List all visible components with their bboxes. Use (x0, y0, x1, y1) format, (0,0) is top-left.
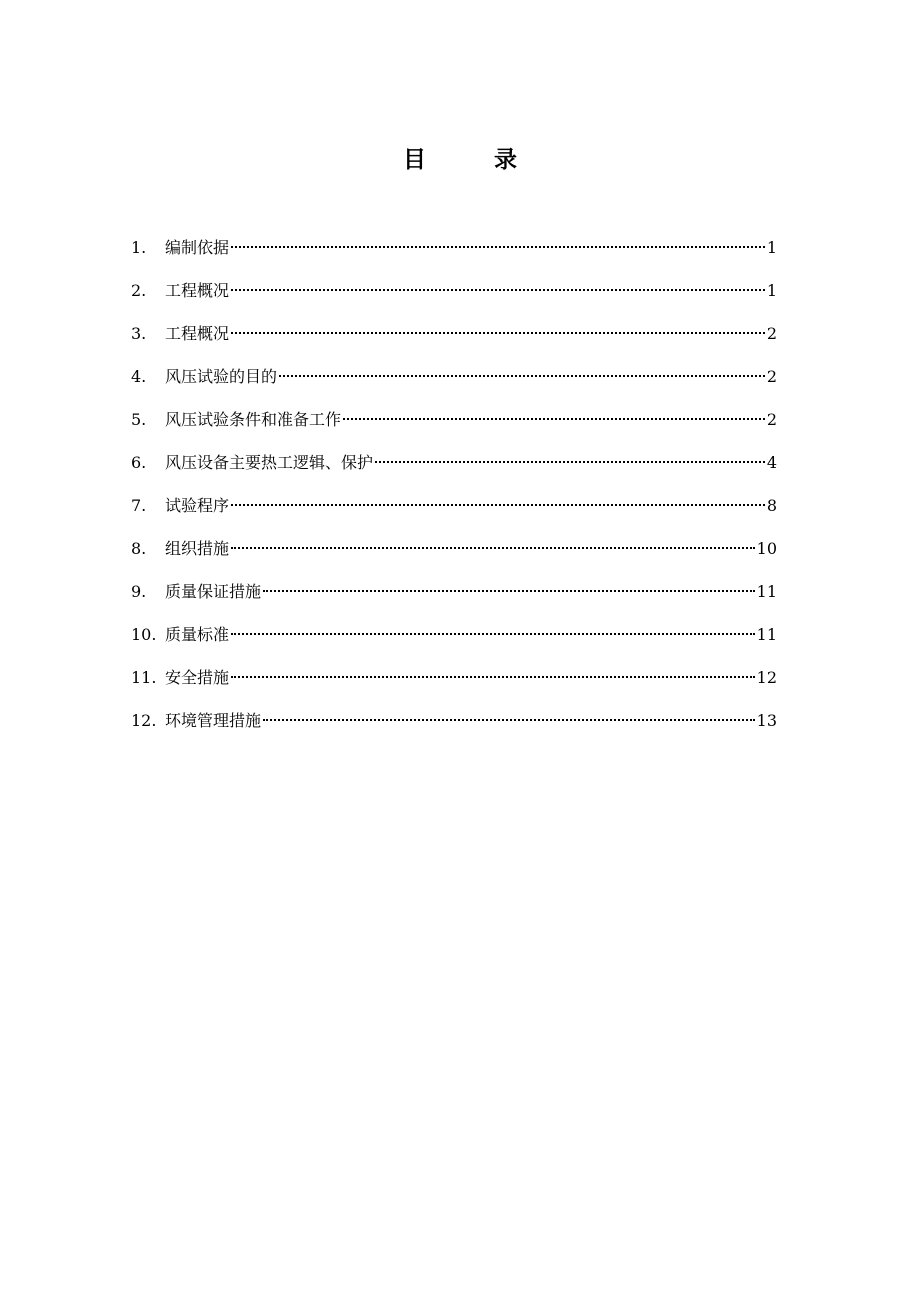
toc-entry-page: 2 (766, 410, 777, 429)
toc-dot-leader (279, 375, 765, 377)
toc-dot-leader (231, 289, 765, 291)
toc-entry-number: 1. (131, 238, 147, 257)
toc-entry-page: 2 (766, 367, 777, 386)
toc-entry-number: 10. (131, 625, 157, 644)
toc-dot-leader (231, 547, 755, 549)
toc-entry-title: 编制依据 (165, 238, 230, 257)
toc-dot-leader (231, 676, 755, 678)
toc-dot-leader (343, 418, 765, 420)
toc-entry-page: 2 (766, 324, 777, 343)
toc-dot-leader (231, 504, 765, 506)
toc-dot-leader (231, 332, 765, 334)
toc-entry-title: 风压设备主要热工逻辑、保护 (165, 453, 374, 472)
toc-entry[interactable] (131, 319, 777, 362)
toc-entry-page: 13 (756, 711, 777, 730)
toc-dot-leader (231, 633, 755, 635)
toc-entry-page: 10 (756, 539, 777, 558)
toc-entry[interactable] (131, 534, 777, 577)
toc-entry-title: 试验程序 (165, 496, 230, 515)
toc-entry-page: 12 (756, 668, 777, 687)
toc-entry-number: 3. (131, 324, 147, 343)
toc-entry-title: 工程概况 (165, 281, 230, 300)
toc-entry-page: 4 (766, 453, 777, 472)
toc-entry-number: 8. (131, 539, 147, 558)
toc-entry[interactable] (131, 405, 777, 448)
title-char-1: 目 (403, 147, 426, 173)
toc-entry[interactable] (131, 491, 777, 534)
toc-dot-leader (263, 590, 755, 592)
toc-entry-title: 风压试验的目的 (165, 367, 278, 386)
toc-entry-number: 11. (131, 668, 157, 687)
toc-entry-number: 5. (131, 410, 147, 429)
toc-entry[interactable] (131, 448, 777, 491)
toc-entry-page: 11 (756, 582, 777, 601)
toc-entry-page: 11 (756, 625, 777, 644)
toc-entry[interactable] (131, 362, 777, 405)
toc-entry-title: 工程概况 (165, 324, 230, 343)
toc-entry-number: 7. (131, 496, 147, 515)
toc-entry-title: 安全措施 (165, 668, 230, 687)
toc-entry-page: 1 (766, 238, 777, 257)
toc-entry-number: 2. (131, 281, 147, 300)
table-of-contents (131, 233, 777, 749)
toc-entry-title: 风压试验条件和准备工作 (165, 410, 342, 429)
toc-entry-page: 8 (766, 496, 777, 515)
toc-entry-title: 质量保证措施 (165, 582, 262, 601)
toc-dot-leader (263, 719, 755, 721)
toc-entry[interactable] (131, 233, 777, 276)
toc-entry-number: 12. (131, 711, 157, 730)
toc-entry[interactable] (131, 577, 777, 620)
toc-entry[interactable] (131, 620, 777, 663)
toc-entry-page: 1 (766, 281, 777, 300)
toc-entry-number: 9. (131, 582, 147, 601)
toc-entry-number: 4. (131, 367, 147, 386)
toc-entry-title: 质量标准 (165, 625, 230, 644)
toc-entry-title: 环境管理措施 (165, 711, 262, 730)
page-title (0, 143, 920, 177)
toc-dot-leader (231, 246, 765, 248)
toc-entry[interactable] (131, 706, 777, 749)
toc-entry-number: 6. (131, 453, 147, 472)
toc-entry-title: 组织措施 (165, 539, 230, 558)
toc-entry[interactable] (131, 663, 777, 706)
toc-entry[interactable] (131, 276, 777, 319)
title-char-2: 录 (494, 147, 517, 173)
toc-dot-leader (375, 461, 765, 463)
